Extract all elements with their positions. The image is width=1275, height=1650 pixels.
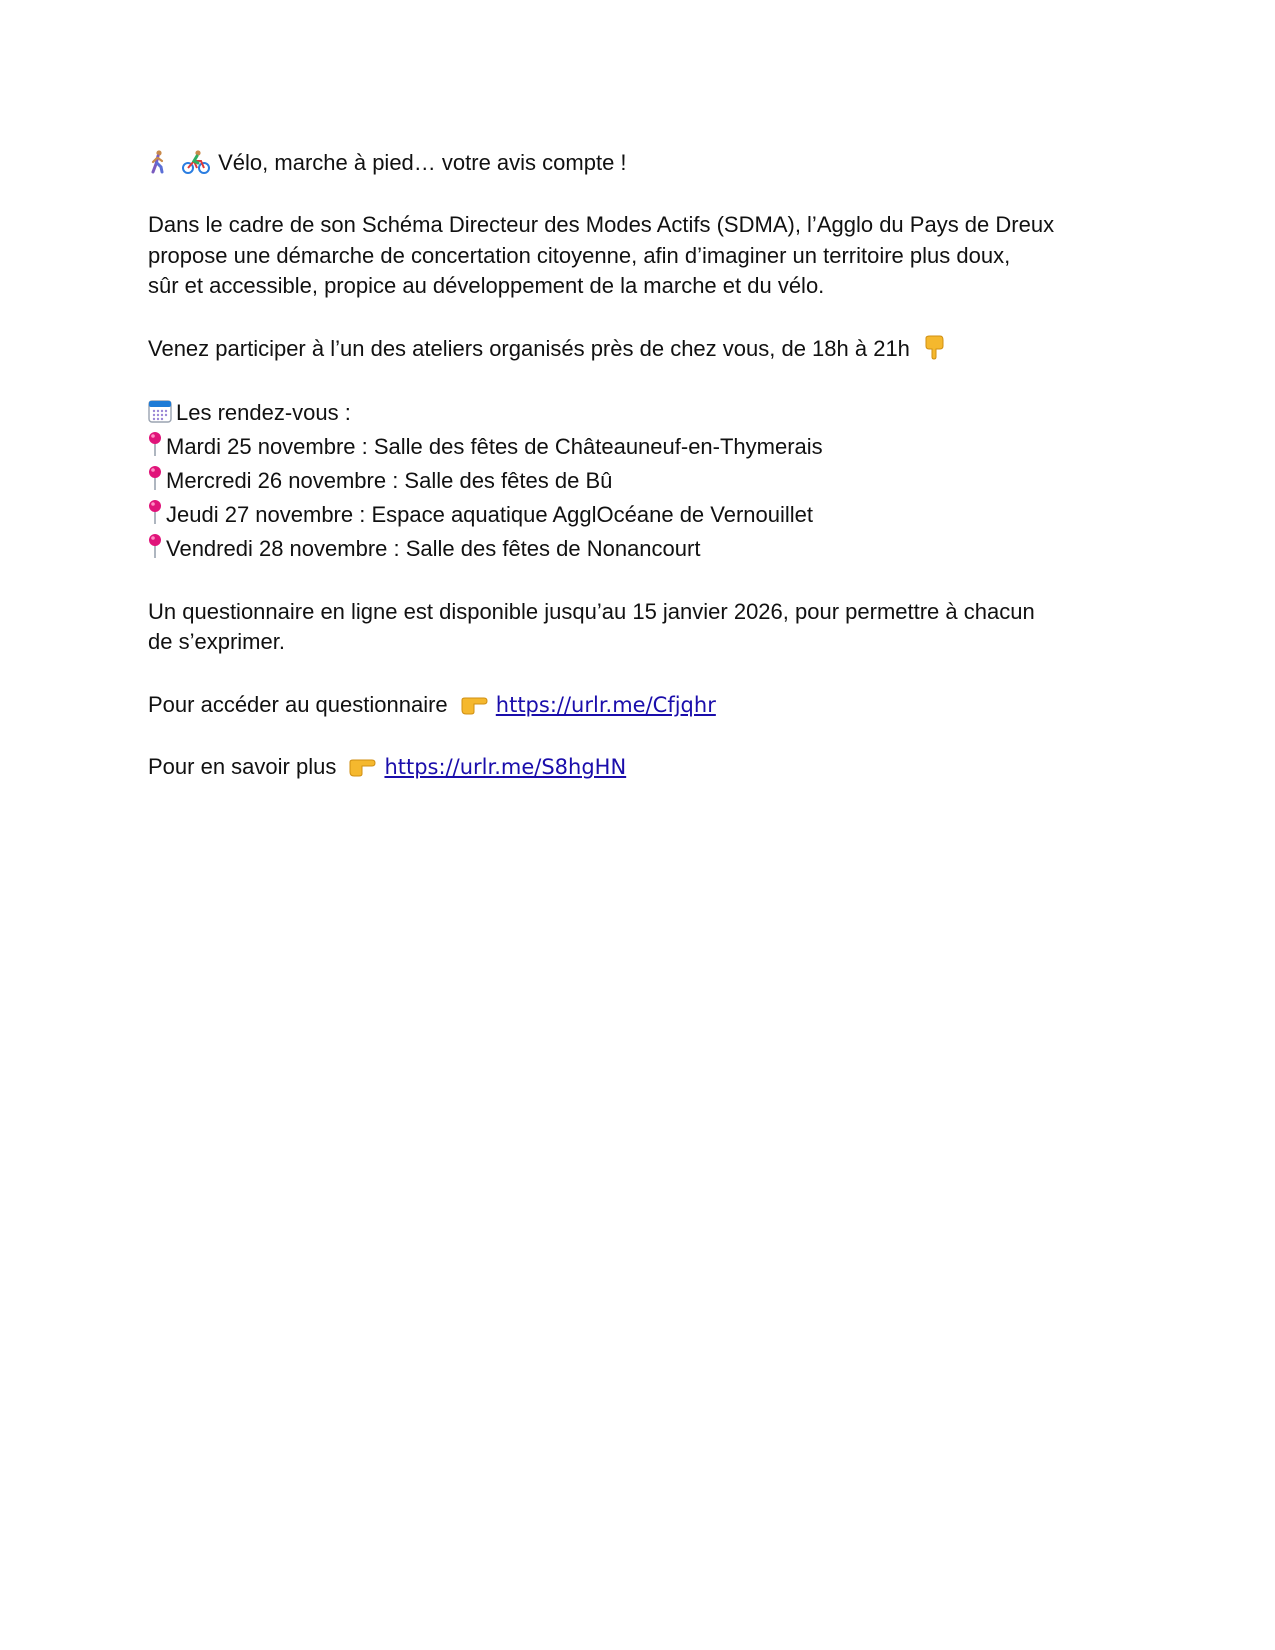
survey-link[interactable]: https://urlr.me/Cfjqhr [495,692,716,717]
cyclist-icon [182,150,210,174]
survey-line-1: Un questionnaire en ligne est disponible jusqu’au 15 janvier 2026, pour permettre à chacun [148,598,1035,624]
schedule-item-text: Jeudi 27 novembre : Espace aquatique AgglOcéane de Vernouillet [166,501,814,527]
header-text: Vélo, marche à pied… votre avis compte ! [218,150,627,175]
survey-link-line [148,690,1128,720]
calendar-icon [148,399,172,423]
intro-paragraph [148,210,1128,302]
walking-person-icon [148,150,168,174]
pushpin-icon [148,465,162,491]
schedule-item-text: Mardi 25 novembre : Salle des fêtes de Châteauneuf-en-Thymerais [166,433,823,459]
schedule-item-text: Mercredi 26 novembre : Salle des fêtes de Bû [166,467,613,493]
survey-line-2: de s’exprimer. [148,629,285,654]
schedule-item [148,532,1135,566]
schedule-item-text: Vendredi 28 novembre : Salle des fêtes de Nonancourt [166,535,701,561]
schedule-item [148,430,1135,464]
intro-line-3: sûr et accessible, propice au développement de la marche et du vélo. [148,273,825,298]
pushpin-icon [148,499,162,525]
intro-line-2: propose une démarche de concertation citoyenne, afin d’imaginer un territoire plus doux, [148,242,1011,268]
pushpin-icon [148,431,162,457]
pointing-down-hand-icon [922,334,946,360]
more-link-label: Pour en savoir plus [148,753,337,779]
pointing-right-hand-icon [348,756,376,778]
schedule-heading-text: Les rendez-vous : [176,399,351,425]
schedule-section [148,396,1135,566]
more-link-line [148,752,1128,782]
schedule-heading [148,396,1135,430]
intro-line-1: Dans le cadre de son Schéma Directeur des Modes Actifs (SDMA), l’Agglo du Pays de Dreux [148,212,1055,237]
pushpin-icon [148,533,162,559]
header-line [148,148,1128,178]
invite-paragraph [148,334,1128,364]
survey-paragraph [148,597,1128,658]
schedule-item [148,464,1135,498]
pointing-right-hand-icon [460,694,488,716]
survey-link-label: Pour accéder au questionnaire [148,691,448,717]
schedule-item [148,498,1135,532]
invite-text: Venez participer à l’un des ateliers organisés près de chez vous, de 18h à 21h [148,335,910,361]
more-link[interactable]: https://urlr.me/S8hgHN [384,754,627,779]
